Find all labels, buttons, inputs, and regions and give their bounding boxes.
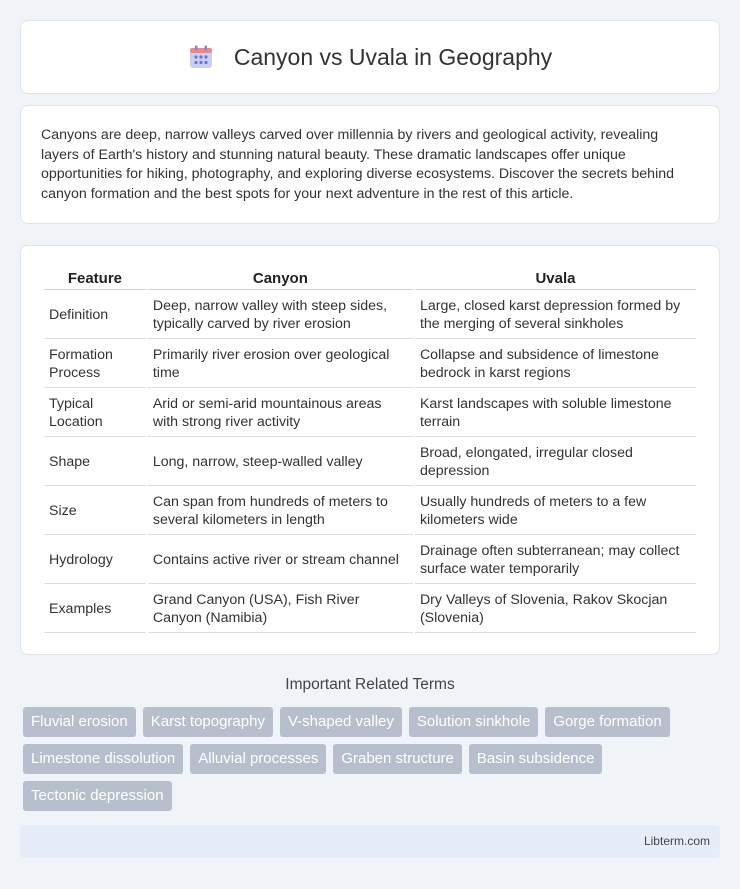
related-terms-tags	[23, 707, 723, 811]
tag-fluvial-erosion[interactable]: Fluvial erosion	[23, 707, 136, 737]
tag-solution-sinkhole[interactable]: Solution sinkhole	[409, 707, 538, 737]
uvala-cell: Usually hundreds of meters to a few kilometers wide	[415, 488, 696, 535]
related-terms-title: Important Related Terms	[285, 676, 455, 693]
tag-karst-topography[interactable]: Karst topography	[143, 707, 273, 737]
feature-cell: Typical Location	[44, 390, 146, 437]
feature-cell: Shape	[44, 439, 146, 486]
header-feature: Feature	[44, 268, 146, 290]
header-uvala: Uvala	[415, 268, 696, 290]
feature-cell: Examples	[44, 586, 146, 633]
table-row	[44, 292, 696, 339]
canyon-cell: Arid or semi-arid mountainous areas with strong river activity	[148, 390, 413, 437]
tag-limestone-dissolution[interactable]: Limestone dissolution	[23, 744, 183, 774]
intro-paragraph: Canyons are deep, narrow valleys carved over millennia by rivers and geological activity, revealing layers of Earth's history and stunning natural beauty. These dramatic landscapes offer unique opportunities for hiking, photography, and exploring diverse ecosystems. Discover the secrets behind canyon formation and the best spots for your next adventure in the rest of this article.	[41, 127, 674, 202]
table-row	[44, 488, 696, 535]
uvala-cell: Collapse and subsidence of limestone bedrock in karst regions	[415, 341, 696, 388]
canyon-cell: Long, narrow, steep-walled valley	[148, 439, 413, 486]
canyon-cell: Deep, narrow valley with steep sides, typically carved by river erosion	[148, 292, 413, 339]
feature-cell: Size	[44, 488, 146, 535]
table-header-row	[44, 268, 696, 290]
comparison-table	[42, 266, 698, 635]
footer	[20, 825, 720, 858]
uvala-cell: Drainage often subterranean; may collect surface water temporarily	[415, 537, 696, 584]
tag-graben-structure[interactable]: Graben structure	[333, 744, 462, 774]
feature-cell: Hydrology	[44, 537, 146, 584]
uvala-cell: Large, closed karst depression formed by the merging of several sinkholes	[415, 292, 696, 339]
tag-gorge-formation[interactable]: Gorge formation	[545, 707, 669, 737]
tag-basin-subsidence[interactable]: Basin subsidence	[469, 744, 603, 774]
table-row	[44, 439, 696, 486]
table-row	[44, 390, 696, 437]
intro-card	[20, 105, 720, 224]
uvala-cell: Dry Valleys of Slovenia, Rakov Skocjan (Slovenia)	[415, 586, 696, 633]
feature-cell: Definition	[44, 292, 146, 339]
canyon-cell: Can span from hundreds of meters to several kilometers in length	[148, 488, 413, 535]
footer-site-link[interactable]: Libterm.com	[643, 834, 710, 848]
table-row	[44, 586, 696, 633]
header-card	[20, 20, 720, 94]
page-title: Canyon vs Uvala in Geography	[233, 43, 553, 70]
uvala-cell: Broad, elongated, irregular closed depression	[415, 439, 696, 486]
table-row	[44, 341, 696, 388]
calendar-grid-icon	[188, 44, 214, 70]
feature-cell: Formation Process	[44, 341, 146, 388]
header-canyon: Canyon	[148, 268, 413, 290]
comparison-table-card	[20, 245, 720, 655]
canyon-cell: Contains active river or stream channel	[148, 537, 413, 584]
tag-tectonic-depression[interactable]: Tectonic depression	[23, 781, 172, 811]
canyon-cell: Grand Canyon (USA), Fish River Canyon (Namibia)	[148, 586, 413, 633]
table-row	[44, 537, 696, 584]
canyon-cell: Primarily river erosion over geological time	[148, 341, 413, 388]
uvala-cell: Karst landscapes with soluble limestone terrain	[415, 390, 696, 437]
tag-v-shaped-valley[interactable]: V-shaped valley	[280, 707, 402, 737]
tag-alluvial-processes[interactable]: Alluvial processes	[190, 744, 326, 774]
